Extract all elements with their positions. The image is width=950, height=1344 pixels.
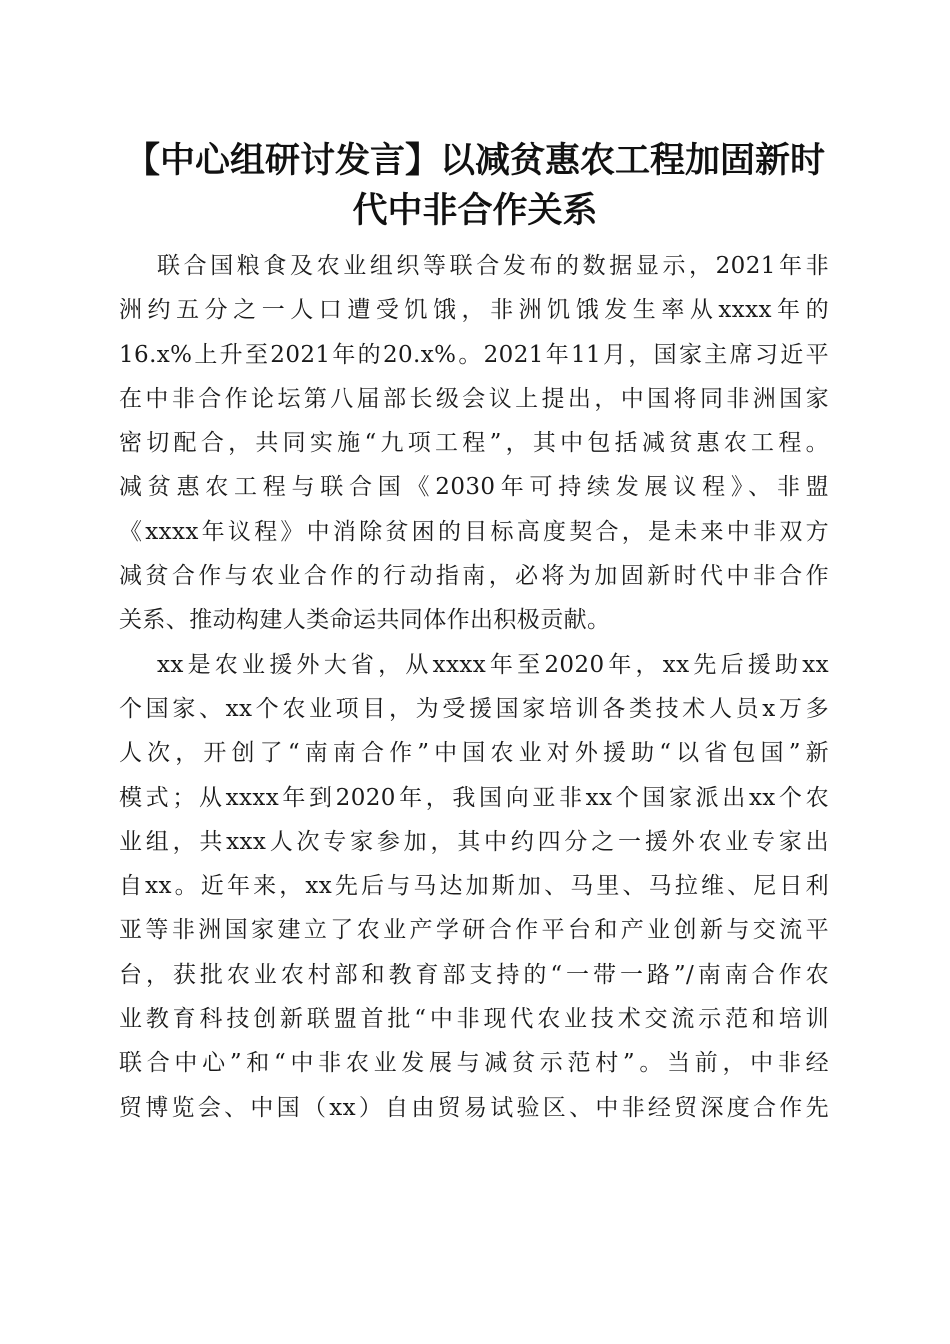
text-line: 自xx。近年来，xx先后与马达加斯加、马里、马拉维、尼日利 — [119, 873, 829, 900]
text-line: 洲约五分之一人口遭受饥饿，非洲饥饿发生率从xxxx年的 — [119, 297, 829, 324]
text-line: 亚等非洲国家建立了农业产学研合作平台和产业创新与交流平 — [119, 917, 829, 944]
document-title — [110, 136, 840, 236]
text-line: 16.x%上升至2021年的20.x%。2021年11月，国家主席习近平 — [119, 341, 829, 368]
text-line: 密切配合，共同实施“九项工程”，其中包括减贫惠农工程。 — [119, 430, 829, 457]
text-line: 业组，共xxx人次专家参加，其中约四分之一援外农业专家出 — [119, 828, 829, 855]
text-line: 业教育科技创新联盟首批“中非现代农业技术交流示范和培训 — [119, 1006, 829, 1033]
document-body — [119, 244, 829, 1130]
text-line: 《xxxx年议程》中消除贫困的目标高度契合，是未来中非双方 — [119, 518, 829, 545]
title-line: 代中非合作关系 — [352, 191, 598, 231]
paragraph-2 — [119, 643, 829, 1130]
text-line: 联合国粮食及农业组织等联合发布的数据显示，2021年非 — [157, 253, 829, 279]
text-line: 模式；从xxxx年到2020年，我国向亚非xx个国家派出xx个农 — [119, 784, 829, 811]
text-line: 减贫合作与农业合作的行动指南，必将为加固新时代中非合作 — [119, 563, 829, 590]
text-line: 人次，开创了“南南合作”中国农业对外援助“以省包国”新 — [119, 740, 829, 767]
text-line: xx是农业援外大省，从xxxx年至2020年，xx先后援助xx — [157, 651, 829, 678]
text-line: 台，获批农业农村部和教育部支持的“一带一路”/南南合作农 — [119, 961, 829, 988]
text-line: 减贫惠农工程与联合国《2030年可持续发展议程》、非盟 — [119, 474, 829, 501]
text-line: 关系、推动构建人类命运共同体作出积极贡献。 — [119, 607, 611, 634]
paragraph-1 — [119, 244, 829, 643]
title-line: 【中心组研讨发言】以减贫惠农工程加固新时 — [124, 141, 825, 181]
text-line: 联合中心”和“中非农业发展与减贫示范村”。当前，中非经 — [119, 1050, 829, 1077]
text-line: 贸博览会、中国（xx）自由贸易试验区、中非经贸深度合作先 — [119, 1094, 829, 1121]
text-line: 个国家、xx个农业项目，为受援国家培训各类技术人员x万多 — [119, 695, 829, 722]
text-line: 在中非合作论坛第八届部长级会议上提出，中国将同非洲国家 — [119, 385, 829, 412]
